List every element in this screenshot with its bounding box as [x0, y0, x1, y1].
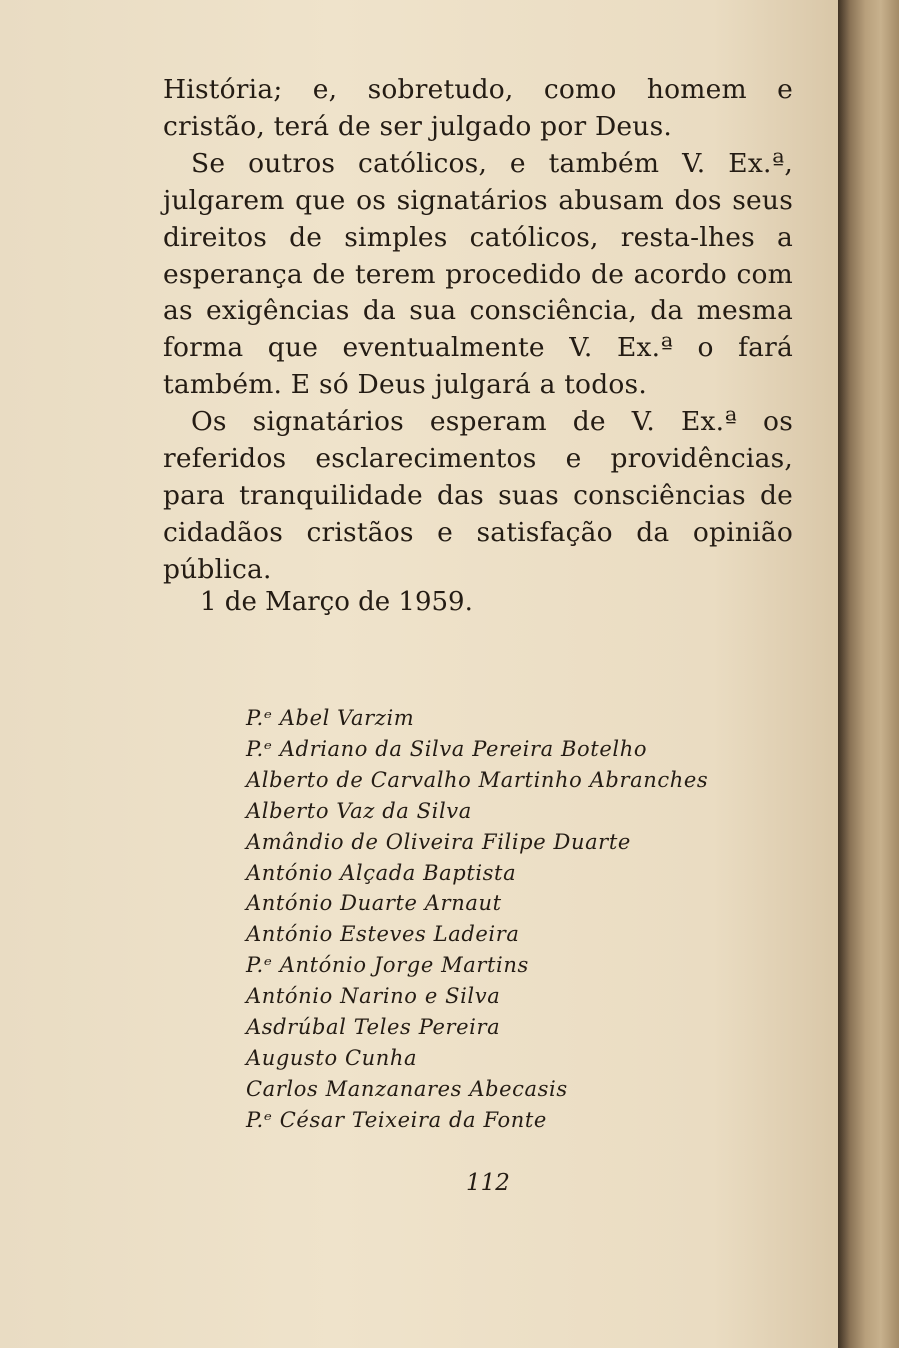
signatory: Alberto de Carvalho Martinho Abranches	[246, 767, 709, 792]
signatory: António Esteves Ladeira	[246, 922, 520, 947]
signatory: António Narino e Silva	[246, 984, 501, 1009]
signatory: Amândio de Oliveira Filipe Duarte	[246, 829, 631, 854]
signatory: Carlos Manzanares Abecasis	[246, 1076, 568, 1101]
signatory-list	[246, 703, 708, 1136]
signatory: Asdrúbal Teles Pereira	[246, 1015, 501, 1040]
letter-date: 1 de Março de 1959.	[200, 587, 473, 617]
signatory: Augusto Cunha	[246, 1045, 418, 1070]
signatory: António Duarte Arnaut	[246, 891, 502, 916]
signatory: P.ᵉ António Jorge Martins	[246, 953, 529, 978]
signatory: P.ᵉ Abel Varzim	[246, 706, 415, 730]
page-number: 112	[466, 1170, 510, 1196]
signatory: Alberto Vaz da Silva	[246, 798, 472, 823]
signatory: António Alçada Baptista	[246, 860, 517, 885]
paragraph-3: Os signatários esperam de V. Ex.ª os referidos esclarecimentos e providências, para tranquilidade das suas consciências de cidadãos cristãos e satisfação da opinião pública.	[163, 406, 793, 585]
signatory: P.ᵉ Adriano da Silva Pereira Botelho	[246, 736, 648, 761]
paragraph-2: Se outros católicos, e também V. Ex.ª, julgarem que os signatários abusam dos seus direitos de simples católicos, resta-lhes a esperança de terem procedido de acordo com as exigências da sua consciência, da mesma forma que eventualmente V. Ex.ª o fará também. E só Deus julgará a todos.	[163, 147, 793, 401]
book-gutter	[838, 0, 899, 1348]
body-text	[163, 72, 793, 589]
signatory: P.ᵉ César Teixeira da Fonte	[246, 1107, 547, 1132]
paragraph-1: História; e, sobretudo, como homem e cristão, terá de ser julgado por Deus.	[163, 74, 793, 142]
